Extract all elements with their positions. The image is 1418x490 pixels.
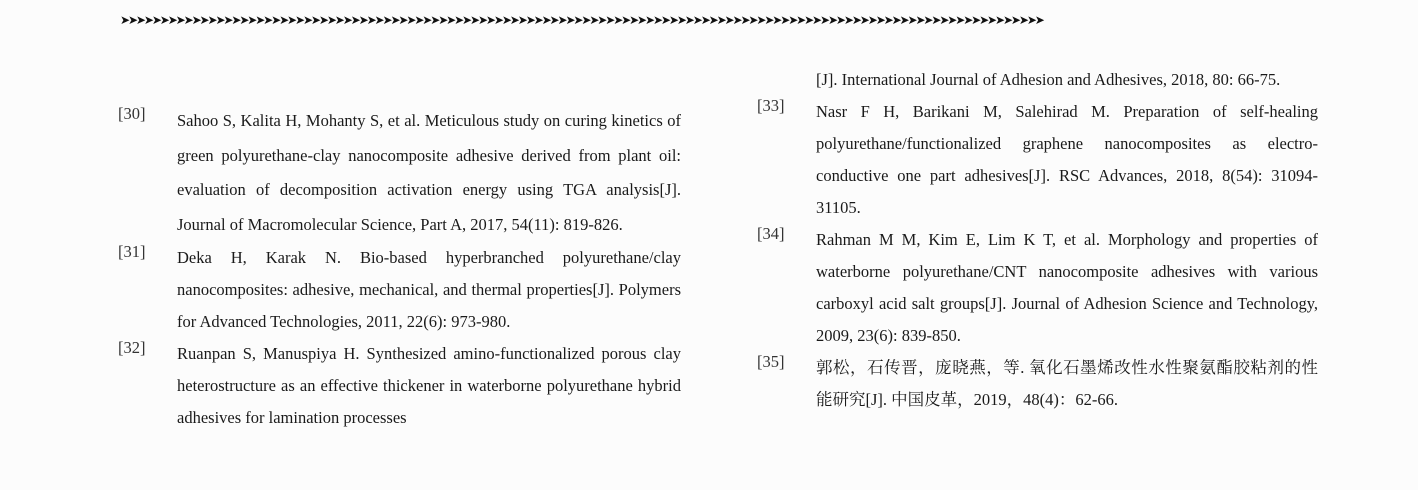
reference-31 xyxy=(118,242,681,338)
reference-text: Sahoo S, Kalita H, Mohanty S, et al. Meticulous study on curing kinetics of green polyurethane-clay nanocomposite adhesive derived from plant oil: evaluation of decomposition activation energy using TGA analysis[J]. Journal of Macromolecular Science, Part A, 2017, 54(11): 819-826. xyxy=(177,111,681,234)
reference-number: [34] xyxy=(757,224,785,243)
reference-33 xyxy=(757,96,1318,224)
reference-number: [33] xyxy=(757,96,785,115)
reference-30 xyxy=(118,104,681,242)
reference-column-right xyxy=(757,64,1318,416)
reference-text: Deka H, Karak N. Bio-based hyperbranched polyurethane/clay nanocomposites: adhesive, mechanical, and thermal properties[J]. Polymers for Advanced Technologies, 2011, 22(6): 973-980. xyxy=(177,248,681,332)
reference-number: [31] xyxy=(118,242,146,262)
reference-column-left xyxy=(118,104,681,434)
reference-number: [35] xyxy=(757,352,785,371)
reference-32-continuation: [J]. International Journal of Adhesion and Adhesives, 2018, 80: 66-75. xyxy=(816,70,1281,89)
reference-number: [30] xyxy=(118,104,146,123)
reference-text: Ruanpan S, Manuspiya H. Synthesized amino-functionalized porous clay heterostructure as an effective thickener in waterborne polyurethane hybrid adhesives for lamination processes xyxy=(177,344,681,428)
reference-34 xyxy=(757,224,1318,352)
reference-text: Rahman M M, Kim E, Lim K T, et al. Morphology and properties of waterborne polyurethane/CNT nanocomposite adhesives with various carboxyl acid salt groups[J]. Journal of Adhesion Science and Technology, 2009, 23(6): 839-850. xyxy=(816,230,1318,345)
reference-text: Nasr F H, Barikani M, Salehirad M. Preparation of self-healing polyurethane/functionalized graphene nanocomposites as electro-conductive one part adhesives[J]. RSC Advances, 2018, 8(54): 31094-31105. xyxy=(816,102,1318,217)
reference-number: [32] xyxy=(118,338,146,358)
reference-32 xyxy=(118,338,681,434)
decorative-arrow-border: ➤➤➤➤➤➤➤➤➤➤➤➤➤➤➤➤➤➤➤➤➤➤➤➤➤➤➤➤➤➤➤➤➤➤➤➤➤➤➤➤➤➤➤➤➤➤➤➤➤➤➤➤➤➤➤➤➤➤➤➤➤➤➤➤➤➤➤➤➤➤➤➤➤➤➤➤➤➤➤➤➤➤➤➤➤➤➤➤➤➤➤➤➤➤➤➤➤➤➤➤➤➤➤➤➤➤➤➤➤➤➤➤➤➤➤➤ xyxy=(120,13,1043,27)
reference-35 xyxy=(757,352,1318,416)
reference-text: 郭松，石传晋，庞晓燕，等. 氧化石墨烯改性水性聚氨酯胶粘剂的性能研究[J]. 中国皮革，2019，48(4)：62-66. xyxy=(816,358,1318,409)
